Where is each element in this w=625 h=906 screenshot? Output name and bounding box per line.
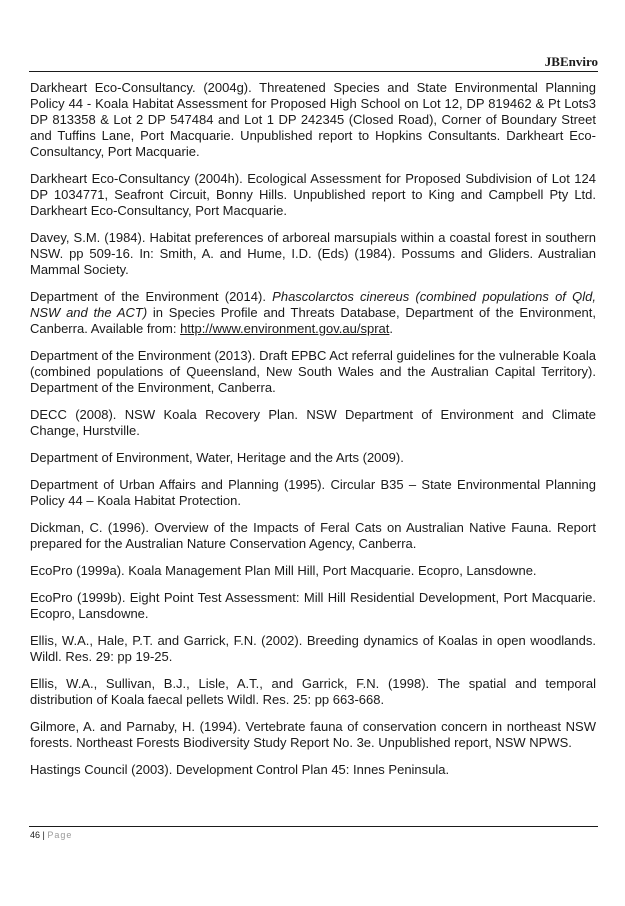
footer-separator: | [42, 830, 45, 840]
reference-item: Gilmore, A. and Parnaby, H. (1994). Vertebrate fauna of conservation concern in northeast NSW forests. Northeast Forests Biodiversity Study Report No. 3e. Unpublished report, NSW NPWS. [30, 719, 596, 750]
reference-item [30, 289, 596, 337]
reference-item: Darkheart Eco-Consultancy (2004h). Ecological Assessment for Proposed Subdivision of Lot 124 DP 1034771, Seafront Circuit, Bonny Hills. Unpublished report to King and Campbell Pty Ltd. Darkheart Eco-Consultancy, Port Macquarie. [30, 171, 596, 218]
reference-item: Department of the Environment (2013). Draft EPBC Act referral guidelines for the vulnerable Koala (combined populations of Queensland, New South Wales and the Australian Capital Territory). Department of the Environment, Canberra. [30, 348, 596, 395]
reference-item: EcoPro (1999b). Eight Point Test Assessment: Mill Hill Residential Development, Port Macquarie. Ecopro, Lansdowne. [30, 590, 596, 621]
reference-item: Darkheart Eco-Consultancy. (2004g). Threatened Species and State Environmental Planning Policy 44 - Koala Habitat Assessment for Proposed High School on Lot 12, DP 819462 & Pt Lots3 DP 813358 & Lot 2 DP 547484 and Lot 1 DP 242345 (Closed Road), Corner of Boundary Street and Tuffins Lane, Port Macquarie. Unpublished report to Hopkins Consultants. Darkheart Eco-Consultancy, Port Macquarie. [30, 80, 596, 159]
reference-item: Ellis, W.A., Sullivan, B.J., Lisle, A.T., and Garrick, F.N. (1998). The spatial and temporal distribution of Koala faecal pellets Wildl. Res. 25: pp 663-668. [30, 676, 596, 707]
reference-item: Hastings Council (2003). Development Control Plan 45: Innes Peninsula. [30, 762, 450, 777]
reference-text: Department of the Environment (2014). [30, 289, 273, 304]
footer-rule [29, 826, 598, 827]
reference-item: Ellis, W.A., Hale, P.T. and Garrick, F.N. (2002). Breeding dynamics of Koalas in open woodlands. Wildl. Res. 29: pp 19-25. [30, 633, 596, 664]
page-number: 46 [30, 830, 41, 840]
reference-link[interactable]: http://www.environment.gov.au/sprat [180, 321, 390, 336]
reference-list [30, 80, 596, 789]
reference-species-title: Phascolarctos cinereus (combined populations of Qld, NSW and the ACT) [30, 289, 596, 320]
reference-text: . [389, 321, 393, 336]
page-footer [30, 830, 72, 840]
header-brand: JBEnviro [544, 54, 598, 69]
reference-item: EcoPro (1999a). Koala Management Plan Mill Hill, Port Macquarie. Ecopro, Lansdowne. [30, 563, 537, 578]
reference-text: in Species Profile and Threats Database, Department of the Environment, Canberra. Available from: [30, 305, 597, 336]
reference-item: Davey, S.M. (1984). Habitat preferences of arboreal marsupials within a coastal forest in southern NSW. pp 509-16. In: Smith, A. and Hume, I.D. (Eds) (1984). Possums and Gliders. Australian Mammal Society. [30, 230, 596, 277]
reference-item: DECC (2008). NSW Koala Recovery Plan. NSW Department of Environment and Climate Change, Hurstville. [30, 407, 596, 438]
reference-item: Department of Urban Affairs and Planning (1995). Circular B35 – State Environmental Planning Policy 44 – Koala Habitat Protection. [30, 477, 596, 508]
reference-item: Department of Environment, Water, Heritage and the Arts (2009). [30, 450, 404, 465]
reference-item: Dickman, C. (1996). Overview of the Impacts of Feral Cats on Australian Native Fauna. Report prepared for the Australian Nature Conservation Agency, Canberra. [30, 520, 596, 551]
header-rule [29, 71, 598, 72]
page-label: Page [47, 830, 73, 840]
